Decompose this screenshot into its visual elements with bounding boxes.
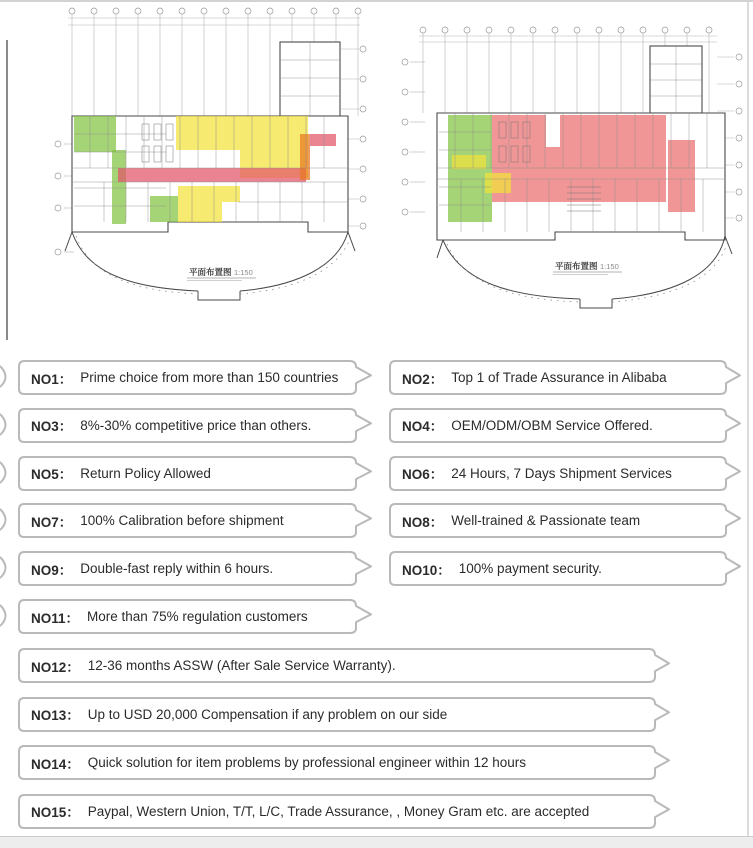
- callout-edge-tail: [0, 551, 10, 586]
- callout-text: Quick solution for item problems by professional engineer within 12 hours: [87, 755, 527, 771]
- callout-text: 24 Hours, 7 Days Shipment Services: [451, 465, 672, 481]
- callout-no13: [18, 697, 670, 732]
- callout-edge-tail: [0, 503, 10, 538]
- callout-no7: [18, 503, 372, 538]
- callout-no9: [18, 551, 372, 586]
- callout-label: NO10：: [402, 562, 451, 578]
- plan-right-caption: 平面布置图: [555, 261, 598, 271]
- callout-text: 8%-30% competitive price than others.: [80, 417, 312, 433]
- callout-edge-tail: [0, 456, 10, 491]
- callout-text: Well-trained & Passionate team: [451, 513, 641, 529]
- callout-no4: [389, 408, 741, 443]
- callout-no11: [18, 599, 372, 634]
- callout-label: NO8：: [402, 514, 444, 530]
- callout-label: NO1：: [31, 371, 73, 387]
- callout-label: NO7：: [31, 514, 73, 530]
- plan-right-scale: 1:150: [600, 262, 619, 271]
- callout-text: 100% payment security.: [458, 561, 602, 577]
- callout-edge-tail: [0, 599, 10, 634]
- top-border: [0, 0, 753, 2]
- callout-label: NO4：: [402, 419, 444, 435]
- callout-label: NO12：: [31, 659, 80, 675]
- callout-label: NO11：: [31, 610, 80, 626]
- plan-left-caption: 平面布置图: [189, 267, 232, 277]
- right-border: [747, 2, 749, 836]
- callout-no15: [18, 794, 670, 829]
- callout-label: NO14：: [31, 756, 80, 772]
- bottom-strip: [0, 836, 753, 848]
- callout-label: NO5：: [31, 467, 73, 483]
- callout-text: 12-36 months ASSW (After Sale Service Warranty).: [87, 658, 396, 673]
- callout-text: Return Policy Allowed: [80, 465, 211, 481]
- callout-label: NO13：: [31, 708, 80, 724]
- callout-text: Up to USD 20,000 Compensation if any problem on our side: [87, 706, 448, 722]
- callout-edge-tail: [0, 408, 10, 443]
- callout-text: More than 75% regulation customers: [87, 609, 308, 624]
- callout-no12: [18, 648, 670, 683]
- callout-no14: [18, 745, 670, 780]
- callout-no6: [389, 456, 741, 491]
- callout-no10: [389, 551, 741, 586]
- callout-label: NO15：: [31, 805, 80, 821]
- callout-edge-tail: [0, 360, 10, 395]
- callout-text: Double-fast reply within 6 hours.: [80, 561, 274, 577]
- callout-text: Paypal, Western Union, T/T, L/C, Trade Assurance, , Money Gram etc. are accepted: [87, 803, 590, 819]
- callout-label: NO2：: [402, 371, 444, 387]
- callout-no5: [18, 456, 372, 491]
- callout-label: NO9：: [31, 562, 73, 578]
- floor-plan-right: [395, 22, 747, 322]
- plan-left-scale: 1:150: [234, 268, 253, 277]
- callout-label: NO6：: [402, 467, 444, 483]
- floor-plan-left: [8, 4, 370, 344]
- callout-text: Top 1 of Trade Assurance in Alibaba: [451, 370, 667, 385]
- callout-text: OEM/ODM/OBM Service Offered.: [451, 417, 653, 433]
- callout-text: Prime choice from more than 150 countries: [80, 370, 339, 385]
- callout-text: 100% Calibration before shipment: [80, 513, 284, 529]
- callout-no3: [18, 408, 372, 443]
- callout-no8: [389, 503, 741, 538]
- callout-label: NO3：: [31, 419, 73, 435]
- callout-no2: [389, 360, 741, 395]
- callout-no1: [18, 360, 372, 395]
